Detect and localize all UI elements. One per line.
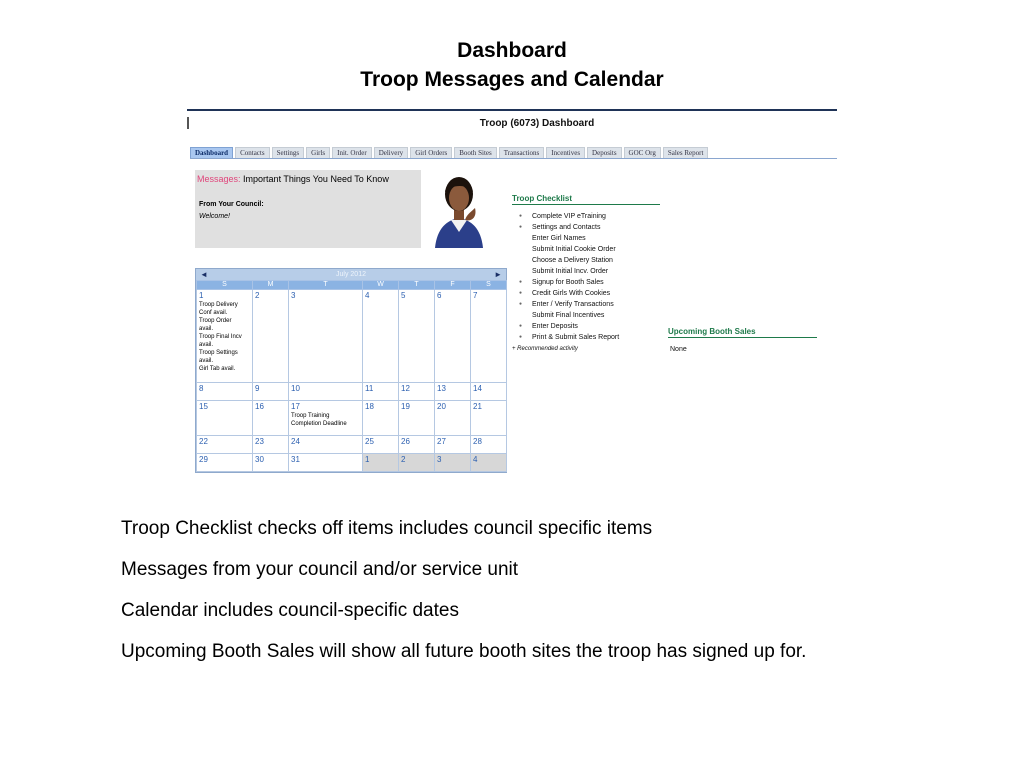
- checklist-item[interactable]: ● Settings and Contacts: [515, 222, 695, 233]
- calendar-day[interactable]: [471, 383, 507, 401]
- calendar-week: [197, 436, 507, 454]
- day-number: 29: [199, 455, 208, 464]
- day-number: 3: [291, 291, 296, 300]
- calendar-day[interactable]: [197, 383, 253, 401]
- messages-heading: Important Things You Need To Know: [243, 174, 389, 184]
- slide-title-line2: Troop Messages and Calendar: [360, 68, 664, 91]
- checklist-item[interactable]: ● Complete VIP eTraining: [515, 211, 695, 222]
- day-number: 14: [473, 384, 482, 393]
- day-note: Troop Training: [291, 413, 330, 419]
- weekday-label: T: [289, 281, 363, 290]
- calendar-day[interactable]: [471, 401, 507, 436]
- calendar-day[interactable]: [435, 401, 471, 436]
- note-messages: Messages from your council and/or service unit: [121, 559, 519, 580]
- calendar-week: [197, 401, 507, 436]
- day-number: 9: [255, 384, 260, 393]
- day-number: 12: [401, 384, 410, 393]
- tab-delivery[interactable]: Delivery: [374, 147, 409, 159]
- checklist-title: Troop Checklist: [512, 194, 660, 205]
- checklist-item[interactable]: Submit Final Incentives: [532, 312, 605, 319]
- checklist-item[interactable]: ● Signup for Booth Sales: [515, 277, 695, 288]
- day-note: avail.: [199, 326, 214, 332]
- messages-body: Welcome!: [199, 213, 230, 220]
- calendar-week: [197, 383, 507, 401]
- day-number: 27: [437, 437, 446, 446]
- day-number: 1: [365, 455, 370, 464]
- day-note: Troop Delivery: [199, 302, 238, 308]
- tab-girl-orders[interactable]: Girl Orders: [410, 147, 452, 159]
- day-number: 26: [401, 437, 410, 446]
- day-number: 1: [199, 291, 204, 300]
- calendar: [195, 268, 507, 473]
- weekday-label: S: [471, 281, 507, 290]
- checklist-item[interactable]: Submit Initial Incv. Order: [532, 268, 609, 275]
- calendar-day[interactable]: [363, 290, 399, 383]
- calendar-month: July 2012: [336, 271, 366, 278]
- booth-sales-title: Upcoming Booth Sales: [668, 327, 817, 338]
- calendar-week: [197, 454, 507, 472]
- next-month-icon[interactable]: ►: [494, 270, 502, 279]
- calendar-day[interactable]: [197, 290, 253, 383]
- calendar-day[interactable]: [289, 383, 363, 401]
- day-number: 10: [291, 384, 300, 393]
- day-number: 15: [199, 402, 208, 411]
- nav-tabs: [190, 147, 708, 158]
- day-number: 21: [473, 402, 482, 411]
- tab-transactions[interactable]: Transactions: [499, 147, 545, 159]
- calendar-day[interactable]: [197, 454, 253, 472]
- tab-incentives[interactable]: Incentives: [546, 147, 585, 159]
- weekday-label: W: [363, 281, 399, 290]
- calendar-day[interactable]: [289, 454, 363, 472]
- calendar-day-next-month[interactable]: [363, 454, 399, 472]
- calendar-nav: [196, 269, 506, 280]
- day-number: 30: [255, 455, 264, 464]
- day-number: 8: [199, 384, 204, 393]
- checklist-item[interactable]: ● Enter / Verify Transactions: [515, 299, 695, 310]
- weekday-label: F: [435, 281, 471, 290]
- calendar-day[interactable]: [197, 401, 253, 436]
- calendar-day[interactable]: [399, 436, 435, 454]
- slide-title: [0, 36, 1024, 94]
- calendar-day[interactable]: [399, 290, 435, 383]
- calendar-day[interactable]: [399, 401, 435, 436]
- calendar-day[interactable]: [289, 436, 363, 454]
- checklist-item[interactable]: ● Print & Submit Sales Report: [515, 332, 695, 343]
- app-title: Troop (6073) Dashboard: [479, 118, 595, 129]
- messages-header: [197, 174, 389, 184]
- calendar-day[interactable]: [197, 436, 253, 454]
- day-number: 6: [437, 291, 442, 300]
- day-number: 13: [437, 384, 446, 393]
- day-number: 2: [401, 455, 406, 464]
- day-number: 22: [199, 437, 208, 446]
- calendar-day[interactable]: [253, 290, 289, 383]
- calendar-day[interactable]: [253, 383, 289, 401]
- weekday-header-row: [197, 281, 507, 290]
- day-number: 18: [365, 402, 374, 411]
- calendar-day[interactable]: [471, 290, 507, 383]
- calendar-day[interactable]: [289, 290, 363, 383]
- checklist-item[interactable]: Submit Initial Cookie Order: [532, 246, 616, 253]
- tab-settings[interactable]: Settings: [272, 147, 305, 159]
- calendar-day[interactable]: [435, 436, 471, 454]
- day-number: 19: [401, 402, 410, 411]
- day-note: Completion Deadline: [291, 421, 347, 427]
- tab-deposits[interactable]: Deposits: [587, 147, 622, 159]
- tab-booth-sites[interactable]: Booth Sites: [454, 147, 496, 159]
- weekday-label: M: [253, 281, 289, 290]
- calendar-day-next-month[interactable]: [399, 454, 435, 472]
- note-booth-sales: Upcoming Booth Sales will show all future booth sites the troop has signed up for.: [121, 641, 807, 662]
- calendar-day[interactable]: [363, 401, 399, 436]
- calendar-grid: [196, 280, 507, 472]
- day-note: Troop Final Incv: [199, 334, 242, 340]
- calendar-day[interactable]: [435, 290, 471, 383]
- prev-month-icon[interactable]: ◄: [200, 270, 208, 279]
- day-note: Girl Tab avail.: [199, 366, 236, 372]
- day-number: 3: [437, 455, 442, 464]
- messages-panel: [195, 170, 421, 248]
- day-note: Troop Order: [199, 318, 232, 324]
- day-note: avail.: [199, 358, 214, 364]
- calendar-day-next-month[interactable]: [471, 454, 507, 472]
- day-number: 16: [255, 402, 264, 411]
- tab-girls[interactable]: Girls: [306, 147, 330, 159]
- calendar-day[interactable]: [253, 436, 289, 454]
- calendar-day[interactable]: [435, 383, 471, 401]
- weekday-label: T: [399, 281, 435, 290]
- checklist-item[interactable]: ● Enter Deposits: [515, 321, 695, 332]
- checklist-item[interactable]: Choose a Delivery Station: [532, 257, 613, 264]
- checklist-item[interactable]: Enter Girl Names: [532, 235, 586, 242]
- messages-label: Messages:: [197, 174, 241, 184]
- day-number: 4: [473, 455, 478, 464]
- day-number: 17: [291, 402, 300, 411]
- calendar-week: [197, 290, 507, 383]
- day-number: 23: [255, 437, 264, 446]
- calendar-day[interactable]: [289, 401, 363, 436]
- tab-init-order[interactable]: Init. Order: [332, 147, 372, 159]
- calendar-day[interactable]: [253, 401, 289, 436]
- calendar-day[interactable]: [363, 383, 399, 401]
- day-number: 24: [291, 437, 300, 446]
- calendar-day[interactable]: [253, 454, 289, 472]
- checklist-item[interactable]: ● Credit Girls With Cookies: [515, 288, 695, 299]
- day-number: 7: [473, 291, 478, 300]
- tab-underline: [190, 158, 837, 159]
- note-calendar: Calendar includes council-specific dates: [121, 600, 459, 621]
- day-number: 31: [291, 455, 300, 464]
- day-number: 20: [437, 402, 446, 411]
- tab-dashboard[interactable]: Dashboard: [190, 147, 233, 159]
- calendar-day[interactable]: [363, 436, 399, 454]
- day-number: 4: [365, 291, 370, 300]
- weekday-label: S: [197, 281, 253, 290]
- calendar-day-next-month[interactable]: [435, 454, 471, 472]
- day-note: Troop Settings: [199, 350, 238, 356]
- day-number: 11: [365, 384, 374, 393]
- messages-from: From Your Council:: [199, 201, 264, 208]
- day-number: 28: [473, 437, 482, 446]
- slide-notes: [121, 516, 861, 680]
- tab-contacts[interactable]: Contacts: [235, 147, 270, 159]
- note-checklist: Troop Checklist checks off items includes council specific items: [121, 518, 653, 539]
- tab-sales-report[interactable]: Sales Report: [663, 147, 709, 159]
- day-number: 25: [365, 437, 374, 446]
- top-border: [187, 109, 837, 111]
- day-number: 5: [401, 291, 406, 300]
- calendar-day[interactable]: [399, 383, 435, 401]
- girl-scout-avatar: [425, 170, 493, 248]
- day-number: 2: [255, 291, 260, 300]
- slide-title-line1: Dashboard: [457, 39, 567, 62]
- tab-goc-org[interactable]: GOC Org: [624, 147, 661, 159]
- recommended-note: + Recommended activity: [512, 346, 578, 352]
- dashboard-screenshot: [187, 109, 837, 481]
- troop-checklist: [515, 211, 695, 343]
- calendar-day[interactable]: [471, 436, 507, 454]
- day-note: Conf avail.: [199, 310, 228, 316]
- booth-sales-none: None: [670, 346, 687, 353]
- day-note: avail.: [199, 342, 214, 348]
